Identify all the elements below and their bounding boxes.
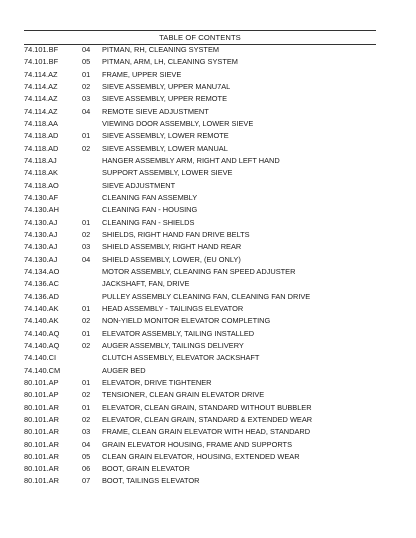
toc-entry-title: SIEVE ADJUSTMENT: [102, 180, 176, 190]
toc-entry-code: 74.114.AZ: [24, 94, 58, 104]
toc-entry-title: MOTOR ASSEMBLY, CLEANING FAN SPEED ADJUSTER: [102, 266, 296, 276]
toc-entry[interactable]: [24, 217, 376, 229]
toc-entry[interactable]: [24, 352, 376, 364]
toc-entry[interactable]: [24, 426, 376, 438]
toc-entry-sequence: 03: [82, 94, 91, 104]
toc-entry-sequence: [82, 352, 102, 364]
toc-entry-title: CLUTCH ASSEMBLY, ELEVATOR JACKSHAFT: [102, 353, 260, 363]
toc-entry-sequence: 02: [82, 414, 91, 424]
toc-entry-sequence: 01: [82, 377, 91, 387]
toc-entry-title: TENSIONER, CLEAN GRAIN ELEVATOR DRIVE: [102, 390, 265, 400]
toc-entry-code: 74.118.AD: [24, 131, 59, 141]
toc-entry-title: PITMAN, RH, CLEANING SYSTEM: [102, 45, 220, 54]
toc-entry[interactable]: [24, 241, 376, 253]
toc-entry-title: SIEVE ASSEMBLY, LOWER REMOTE: [102, 131, 229, 141]
toc-entry-title: SHIELDS, RIGHT HAND FAN DRIVE BELTS: [102, 229, 250, 239]
toc-entry[interactable]: [24, 130, 376, 142]
toc-entry-code: 80.101.AR: [24, 451, 59, 461]
toc-entry-title: PULLEY ASSEMBLY CLEANING FAN, CLEANING FAN DRIVE: [102, 291, 311, 301]
toc-header: [24, 30, 376, 45]
toc-entry[interactable]: [24, 475, 376, 487]
toc-entry[interactable]: [24, 143, 376, 155]
toc-entry[interactable]: [24, 93, 376, 105]
toc-entry-title: SHIELD ASSEMBLY, LOWER, (EU ONLY): [102, 254, 241, 264]
toc-entry-code: 74.140.AK: [24, 316, 59, 326]
toc-entry-title: HANGER ASSEMBLY ARM, RIGHT AND LEFT HAND: [102, 155, 280, 165]
toc-entry-sequence: 01: [82, 217, 91, 227]
toc-entry-code: 74.136.AC: [24, 279, 59, 289]
toc-entry-code: 74.130.AF: [24, 192, 59, 202]
toc-entry-title: SIEVE ASSEMBLY, UPPER MANU7AL: [102, 81, 231, 91]
toc-entry[interactable]: [24, 291, 376, 303]
toc-entry-sequence: [82, 291, 102, 303]
toc-entry[interactable]: [24, 192, 376, 204]
toc-entry-code: 74.101.BF: [24, 57, 59, 67]
toc-entry-title: SIEVE ASSEMBLY, UPPER REMOTE: [102, 94, 227, 104]
toc-entry-sequence: 04: [82, 254, 91, 264]
toc-entry-sequence: 01: [82, 328, 91, 338]
toc-entry[interactable]: [24, 106, 376, 118]
toc-entry-sequence: 06: [82, 464, 91, 474]
toc-entry-code: 74.130.AH: [24, 205, 59, 215]
toc-entry-title: JACKSHAFT, FAN, DRIVE: [102, 279, 190, 289]
toc-entry-title: HEAD ASSEMBLY - TAILINGS ELEVATOR: [102, 303, 244, 313]
toc-entry-title: ELEVATOR, CLEAN GRAIN, STANDARD & EXTENDED WEAR: [102, 414, 313, 424]
toc-entry[interactable]: [24, 328, 376, 340]
toc-entry-code: 74.118.AD: [24, 143, 59, 153]
toc-entry-code: 80.101.AP: [24, 390, 59, 400]
toc-entry[interactable]: [24, 377, 376, 389]
toc-entry-sequence: [82, 204, 102, 216]
toc-entry-sequence: [82, 155, 102, 167]
toc-entry[interactable]: [24, 229, 376, 241]
toc-entry-code: 74.101.BF: [24, 45, 59, 54]
toc-entry-sequence: 04: [82, 106, 91, 116]
toc-entry-title: REMOTE SIEVE ADJUSTMENT: [102, 106, 209, 116]
toc-entry-sequence: 01: [82, 402, 91, 412]
toc-entry-title: FRAME, CLEAN GRAIN ELEVATOR WITH HEAD, STANDARD: [102, 427, 311, 437]
toc-entry[interactable]: [24, 303, 376, 315]
toc-entry[interactable]: [24, 340, 376, 352]
toc-entry-sequence: 01: [82, 69, 91, 79]
toc-entry-title: PITMAN, ARM, LH, CLEANING SYSTEM: [102, 57, 238, 67]
toc-entry-title: AUGER ASSEMBLY, TAILINGS DELIVERY: [102, 340, 244, 350]
toc-entry-sequence: 02: [82, 229, 91, 239]
toc-entry-title: AUGER BED: [102, 365, 146, 375]
toc-entry[interactable]: [24, 56, 376, 68]
toc-entry-title: BOOT, TAILINGS ELEVATOR: [102, 476, 200, 486]
toc-entry-code: 74.130.AJ: [24, 217, 58, 227]
toc-entry-sequence: 01: [82, 131, 91, 141]
toc-entry-sequence: [82, 365, 102, 377]
toc-entry-sequence: 07: [82, 476, 91, 486]
toc-entry-sequence: 03: [82, 242, 91, 252]
toc-entry-sequence: 03: [82, 427, 91, 437]
toc-entry-code: 74.114.AZ: [24, 69, 58, 79]
toc-entry-title: SHIELD ASSEMBLY, RIGHT HAND REAR: [102, 242, 242, 252]
toc-entry-code: 74.114.AZ: [24, 81, 58, 91]
toc-entry[interactable]: [24, 118, 376, 130]
toc-entry-sequence: [82, 192, 102, 204]
toc-entry[interactable]: [24, 266, 376, 278]
toc-entry-code: 74.136.AD: [24, 291, 59, 301]
toc-entry-code: 80.101.AR: [24, 414, 59, 424]
toc-entry-sequence: 02: [82, 316, 91, 326]
toc-entry-title: NON-YIELD MONITOR ELEVATOR COMPLETING: [102, 316, 271, 326]
toc-entry[interactable]: [24, 315, 376, 327]
toc-entry[interactable]: [24, 167, 376, 179]
toc-entry-code: 74.140.AQ: [24, 340, 60, 350]
toc-entry-sequence: 05: [82, 451, 91, 461]
toc-entry[interactable]: [24, 155, 376, 167]
toc-entry[interactable]: [24, 365, 376, 377]
toc-entry[interactable]: [24, 389, 376, 401]
toc-entry-title: CLEANING FAN ASSEMBLY: [102, 192, 198, 202]
toc-entry-title: FRAME, UPPER SIEVE: [102, 69, 182, 79]
toc-entry-code: 74.140.CM: [24, 365, 61, 375]
toc-entry-sequence: 04: [82, 45, 91, 54]
toc-entry[interactable]: [24, 451, 376, 463]
toc-entry-sequence: [82, 180, 102, 192]
toc-entry-title: ELEVATOR, CLEAN GRAIN, STANDARD WITHOUT BUBBLER: [102, 402, 312, 412]
toc-entry-code: 80.101.AP: [24, 377, 59, 387]
toc-entry-code: 74.118.AA: [24, 118, 58, 128]
toc-entry-title: ELEVATOR ASSEMBLY, TAILING INSTALLED: [102, 328, 255, 338]
toc-entry-title: VIEWING DOOR ASSEMBLY, LOWER SIEVE: [102, 118, 254, 128]
toc-entry-sequence: [82, 118, 102, 130]
toc-entry-code: 74.130.AJ: [24, 242, 58, 252]
toc-entry-code: 74.140.AK: [24, 303, 59, 313]
toc-entry-title: CLEANING FAN - HOUSING: [102, 205, 198, 215]
toc-entry[interactable]: [24, 463, 376, 475]
toc-entry-code: 80.101.AR: [24, 464, 59, 474]
toc-entry[interactable]: [24, 204, 376, 216]
toc-entry-sequence: 01: [82, 303, 91, 313]
toc-entry-code: 80.101.AR: [24, 439, 59, 449]
toc-entry-code: 80.101.AR: [24, 427, 59, 437]
toc-entry-code: 74.118.AK: [24, 168, 58, 178]
toc-entry[interactable]: [24, 81, 376, 93]
toc-entry[interactable]: [24, 44, 376, 56]
toc-entry-code: 74.130.AJ: [24, 254, 58, 264]
toc-entry-sequence: [82, 167, 102, 179]
toc-entry-sequence: 02: [82, 81, 91, 91]
toc-entry-sequence: 02: [82, 340, 91, 350]
toc-entry-title: GRAIN ELEVATOR HOUSING, FRAME AND SUPPORTS: [102, 439, 292, 449]
toc-entry-title: CLEANING FAN - SHIELDS: [102, 217, 195, 227]
toc-title: TABLE OF CONTENTS: [159, 33, 241, 42]
toc-entry[interactable]: [24, 439, 376, 451]
toc-entry-code: 74.134.AO: [24, 266, 60, 276]
toc-entry-title: CLEAN GRAIN ELEVATOR, HOUSING, EXTENDED WEAR: [102, 451, 300, 461]
toc-entry-title: ELEVATOR, DRIVE TIGHTENER: [102, 377, 212, 387]
toc-entry-sequence: [82, 278, 102, 290]
toc-entry[interactable]: [24, 180, 376, 192]
toc-entry-title: SUPPORT ASSEMBLY, LOWER SIEVE: [102, 168, 233, 178]
toc-entry-sequence: 04: [82, 439, 91, 449]
toc-entry-code: 74.140.AQ: [24, 328, 60, 338]
toc-entry-title: SIEVE ASSEMBLY, LOWER MANUAL: [102, 143, 228, 153]
toc-entry-code: 74.130.AJ: [24, 229, 58, 239]
toc-entry-code: 80.101.AR: [24, 476, 59, 486]
toc-entry-code: 74.140.CI: [24, 353, 57, 363]
toc-entry-sequence: 05: [82, 57, 91, 67]
toc-entry-code: 74.118.AO: [24, 180, 59, 190]
toc-entry[interactable]: [24, 414, 376, 426]
toc-entry-sequence: 02: [82, 390, 91, 400]
toc-entry-sequence: 02: [82, 143, 91, 153]
toc-entry-title: BOOT, GRAIN ELEVATOR: [102, 464, 190, 474]
toc-entry-code: 74.118.AJ: [24, 155, 57, 165]
toc-entry[interactable]: [24, 69, 376, 81]
toc-entry-sequence: [82, 266, 102, 278]
toc-entry-code: 74.114.AZ: [24, 106, 58, 116]
toc-list: [24, 44, 376, 488]
toc-entry-code: 80.101.AR: [24, 402, 59, 412]
toc-entry[interactable]: [24, 402, 376, 414]
toc-entry[interactable]: [24, 254, 376, 266]
toc-entry[interactable]: [24, 278, 376, 290]
